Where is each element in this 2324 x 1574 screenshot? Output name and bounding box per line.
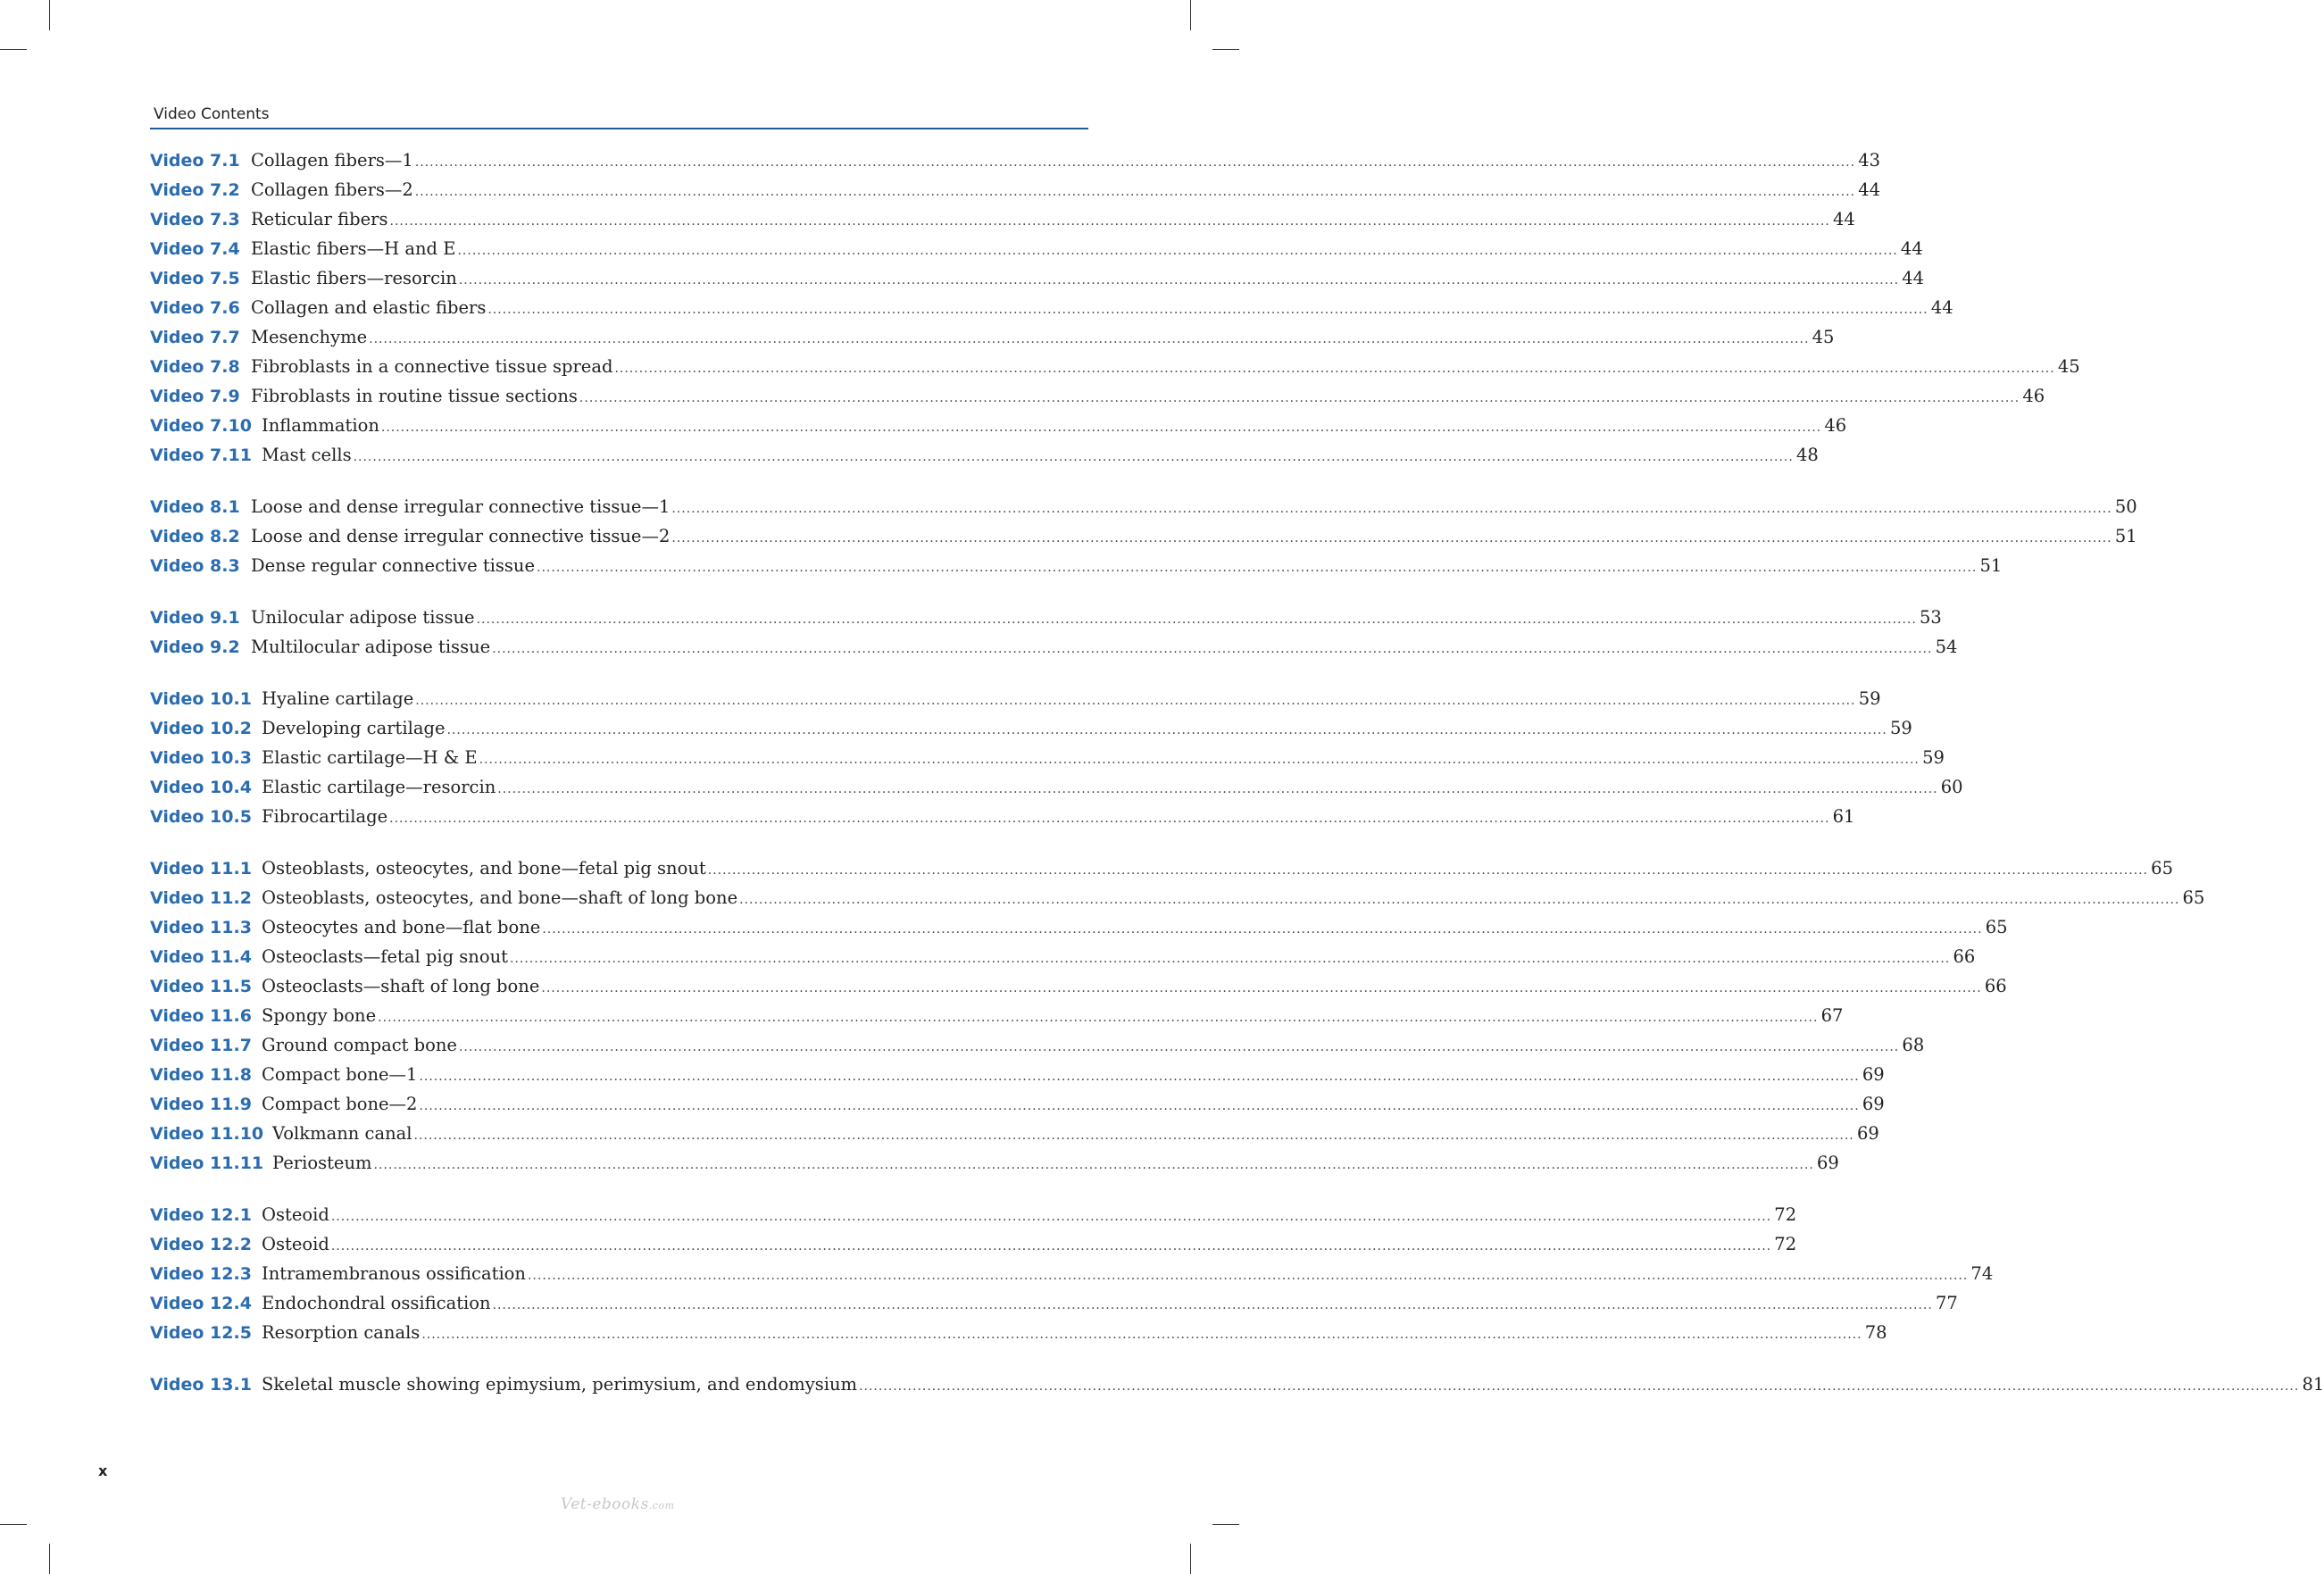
page-number: 66: [1984, 976, 2007, 996]
page-number: 44: [1902, 268, 1925, 288]
dot-leader: [859, 1379, 2299, 1394]
page-number: 60: [1940, 777, 1963, 797]
video-title: Loose and dense irregular connective tissue—1: [251, 496, 671, 517]
toc-group: [150, 607, 1958, 666]
video-title: Inflammation: [262, 415, 379, 436]
toc-entry[interactable]: [150, 688, 1881, 718]
toc-entry[interactable]: [150, 917, 2008, 946]
page-folio: x: [98, 1462, 108, 1479]
toc-entry[interactable]: [150, 268, 1925, 297]
video-title: Resorption canals: [262, 1322, 421, 1343]
crop-mark: [0, 1524, 27, 1525]
video-title: Collagen fibers—2: [251, 179, 413, 200]
dot-leader: [477, 612, 1917, 627]
toc-entry[interactable]: [150, 238, 1923, 268]
video-number[interactable]: Video 12.1: [150, 1205, 252, 1225]
dot-leader: [739, 893, 2179, 907]
crop-mark: [1212, 1524, 1239, 1525]
toc-group: [150, 858, 2205, 1182]
toc-entry[interactable]: [150, 445, 1819, 474]
video-title: Skeletal muscle showing epimysium, perimysium, and endomysium: [262, 1374, 858, 1395]
toc-entry[interactable]: [150, 1263, 1994, 1293]
video-number[interactable]: Video 7.8: [150, 357, 240, 377]
dot-leader: [671, 531, 2112, 545]
toc-entry[interactable]: [150, 179, 1881, 209]
page-number: 51: [2114, 526, 2137, 546]
dot-leader: [419, 1099, 1859, 1113]
video-title: Reticular fibers: [251, 209, 388, 229]
video-title: Compact bone—2: [262, 1094, 418, 1114]
toc-entry[interactable]: [150, 777, 1963, 806]
video-number[interactable]: Video 7.10: [150, 416, 252, 436]
dot-leader: [421, 1328, 1862, 1342]
dot-leader: [390, 214, 1830, 229]
page-number: 48: [1796, 445, 1819, 465]
dot-leader: [331, 1210, 1771, 1224]
dot-leader: [447, 723, 1887, 737]
toc-entry[interactable]: [150, 496, 2137, 526]
dot-leader: [671, 502, 2112, 516]
toc-entry[interactable]: [150, 747, 1945, 777]
video-number[interactable]: Video 8.1: [150, 497, 240, 517]
dot-leader: [457, 244, 1897, 258]
toc-entry[interactable]: [150, 607, 1942, 637]
page-number: 69: [1862, 1064, 1885, 1085]
toc-group: [150, 688, 1963, 836]
video-title: Dense regular connective tissue: [251, 555, 536, 576]
page-number: 44: [1900, 238, 1923, 259]
video-title: Osteoclasts—fetal pig snout: [262, 946, 508, 967]
video-title: Collagen and elastic fibers: [251, 297, 487, 318]
dot-leader: [369, 332, 1809, 346]
dot-leader: [510, 952, 1950, 966]
dot-leader: [331, 1239, 1771, 1253]
page-number: 43: [1858, 150, 1881, 171]
toc-entry[interactable]: [150, 415, 1847, 445]
toc-group: [150, 1204, 1994, 1352]
video-title: Hyaline cartilage: [262, 688, 414, 709]
toc-group: [150, 496, 2137, 585]
page-number: 65: [1985, 917, 2008, 937]
toc-entry[interactable]: [150, 1064, 1885, 1094]
video-number[interactable]: Video 7.2: [150, 180, 240, 200]
dot-leader: [414, 1128, 1854, 1143]
video-title: Osteoblasts, osteocytes, and bone—fetal pig snout: [262, 858, 706, 879]
toc-entry[interactable]: [150, 150, 1881, 179]
page-number: 59: [1889, 718, 1912, 738]
dot-leader: [415, 155, 1855, 170]
dot-leader: [708, 863, 2148, 878]
video-title: Periosteum: [272, 1153, 372, 1173]
video-number[interactable]: Video 10.4: [150, 778, 252, 797]
watermark-suffix: .com: [648, 1500, 675, 1512]
toc-entry[interactable]: [150, 1035, 1925, 1064]
video-number[interactable]: Video 7.6: [150, 298, 240, 318]
toc-entry[interactable]: [150, 209, 1855, 238]
toc-entry[interactable]: [150, 1234, 1797, 1263]
toc-entry[interactable]: [150, 297, 1953, 327]
video-number[interactable]: Video 9.1: [150, 608, 240, 628]
crop-mark: [49, 1544, 50, 1574]
toc-entry[interactable]: [150, 386, 2045, 415]
video-title: Fibroblasts in routine tissue sections: [251, 386, 578, 406]
video-number[interactable]: Video 7.4: [150, 239, 240, 259]
video-number[interactable]: Video 11.9: [150, 1095, 252, 1114]
video-title: Intramembranous ossification: [262, 1263, 526, 1284]
page-number: 68: [1902, 1035, 1925, 1055]
toc-entry[interactable]: [150, 555, 2003, 585]
toc-entry[interactable]: [150, 1005, 1844, 1035]
dot-leader: [374, 1158, 1814, 1172]
video-title: Osteoid: [262, 1234, 329, 1254]
dot-leader: [528, 1269, 1968, 1283]
toc-entry[interactable]: [150, 356, 2080, 386]
page-number: 51: [1979, 555, 2003, 576]
dot-leader: [459, 273, 1899, 287]
video-title: Osteoblasts, osteocytes, and bone—shaft of long bone: [262, 887, 738, 908]
video-contents-list: [150, 150, 2324, 1426]
page-number: 77: [1936, 1293, 1958, 1313]
video-number[interactable]: Video 12.5: [150, 1323, 252, 1343]
video-number[interactable]: Video 11.4: [150, 947, 252, 967]
toc-entry[interactable]: [150, 1374, 2324, 1403]
video-number[interactable]: Video 7.3: [150, 210, 240, 229]
video-number[interactable]: Video 11.8: [150, 1065, 252, 1085]
toc-entry[interactable]: [150, 718, 1912, 747]
video-number[interactable]: Video 11.10: [150, 1124, 264, 1144]
dot-leader: [493, 1298, 1933, 1312]
page-number: 61: [1832, 806, 1855, 827]
page-number: 69: [1856, 1123, 1879, 1144]
toc-entry[interactable]: [150, 1094, 1885, 1123]
page-number: 45: [2057, 356, 2080, 377]
video-title: Osteocytes and bone—flat bone: [262, 917, 541, 937]
page-number: 65: [2151, 858, 2173, 879]
video-number[interactable]: Video 11.7: [150, 1036, 252, 1055]
toc-entry[interactable]: [150, 526, 2137, 555]
video-number[interactable]: Video 12.3: [150, 1264, 252, 1284]
toc-entry[interactable]: [150, 637, 1958, 666]
page-number: 54: [1935, 637, 1958, 657]
dot-leader: [487, 303, 1928, 317]
video-number[interactable]: Video 10.3: [150, 748, 252, 768]
video-number[interactable]: Video 11.11: [150, 1153, 264, 1173]
crop-mark: [49, 0, 50, 30]
video-title: Compact bone—1: [262, 1064, 418, 1085]
toc-group: [150, 1374, 2324, 1403]
video-number[interactable]: Video 10.2: [150, 719, 252, 738]
page-number: 44: [1832, 209, 1855, 229]
video-title: Endochondral ossification: [262, 1293, 491, 1313]
video-number[interactable]: Video 10.5: [150, 807, 252, 827]
page-number: 44: [1858, 179, 1881, 200]
page-number: 81: [2302, 1374, 2324, 1395]
video-number[interactable]: Video 9.2: [150, 637, 240, 657]
page-number: 69: [1816, 1153, 1839, 1173]
toc-entry[interactable]: [150, 1204, 1797, 1234]
running-header-title: Video Contents: [154, 105, 270, 123]
crop-mark: [0, 49, 27, 50]
page-number: 67: [1820, 1005, 1844, 1026]
page-number: 59: [1922, 747, 1945, 768]
video-title: Osteoclasts—shaft of long bone: [262, 976, 540, 996]
toc-entry[interactable]: [150, 946, 1976, 976]
dot-leader: [415, 694, 1855, 708]
video-number[interactable]: Video 12.4: [150, 1294, 252, 1313]
video-title: Collagen fibers—1: [251, 150, 413, 171]
video-title: Elastic cartilage—resorcin: [262, 777, 496, 797]
dot-leader: [537, 561, 1977, 575]
toc-entry[interactable]: [150, 1293, 1958, 1322]
video-title: Elastic fibers—H and E: [251, 238, 456, 259]
dot-leader: [419, 1070, 1859, 1084]
video-number[interactable]: Video 11.3: [150, 918, 252, 937]
video-title: Volkmann canal: [272, 1123, 412, 1144]
video-title: Ground compact bone: [262, 1035, 457, 1055]
dot-leader: [492, 642, 1932, 656]
video-title: Elastic cartilage—H & E: [262, 747, 478, 768]
video-number[interactable]: Video 11.6: [150, 1006, 252, 1026]
page-number: 50: [2114, 496, 2137, 517]
dot-leader: [479, 753, 1920, 767]
video-title: Developing cartilage: [262, 718, 446, 738]
video-number[interactable]: Video 8.3: [150, 556, 240, 576]
page-number: 46: [1824, 415, 1847, 436]
toc-entry[interactable]: [150, 1153, 1839, 1182]
video-number[interactable]: Video 7.9: [150, 387, 240, 406]
dot-leader: [354, 450, 1794, 464]
video-number[interactable]: Video 7.11: [150, 446, 252, 465]
dot-leader: [378, 1011, 1818, 1025]
video-title: Unilocular adipose tissue: [251, 607, 475, 628]
video-number[interactable]: Video 10.1: [150, 689, 252, 709]
video-title: Mesenchyme: [251, 327, 368, 347]
video-number[interactable]: Video 7.7: [150, 328, 240, 347]
dot-leader: [542, 922, 1982, 937]
toc-entry[interactable]: [150, 976, 2007, 1005]
toc-entry[interactable]: [150, 858, 2173, 887]
running-header: [150, 105, 1088, 129]
dot-leader: [459, 1040, 1899, 1054]
video-number[interactable]: Video 7.1: [150, 151, 240, 171]
dot-leader: [541, 981, 1981, 995]
video-number[interactable]: Video 8.2: [150, 527, 240, 546]
page-number: 44: [1930, 297, 1953, 318]
page-number: 65: [2182, 887, 2205, 908]
dot-leader: [579, 391, 2020, 405]
dot-leader: [381, 421, 1821, 435]
video-title: Elastic fibers—resorcin: [251, 268, 457, 288]
toc-entry[interactable]: [150, 1123, 1879, 1153]
dot-leader: [497, 782, 1937, 796]
video-title: Multilocular adipose tissue: [251, 637, 491, 657]
video-title: Mast cells: [262, 445, 352, 465]
toc-entry[interactable]: [150, 806, 1855, 836]
page-number: 72: [1774, 1204, 1797, 1225]
video-number[interactable]: Video 11.1: [150, 859, 252, 879]
toc-entry[interactable]: [150, 887, 2205, 917]
video-title: Fibrocartilage: [262, 806, 388, 827]
watermark-text: Vet-ebooks: [561, 1495, 649, 1513]
watermark: [561, 1495, 675, 1513]
video-number[interactable]: Video 13.1: [150, 1375, 252, 1395]
video-title: Spongy bone: [262, 1005, 377, 1026]
toc-entry[interactable]: [150, 1322, 1887, 1352]
toc-entry[interactable]: [150, 327, 1835, 356]
video-number[interactable]: Video 7.5: [150, 269, 240, 288]
page-number: 72: [1774, 1234, 1797, 1254]
video-number[interactable]: Video 11.2: [150, 888, 252, 908]
video-number[interactable]: Video 11.5: [150, 977, 252, 996]
dot-leader: [389, 812, 1829, 826]
dot-leader: [415, 185, 1855, 199]
video-number[interactable]: Video 12.2: [150, 1235, 252, 1254]
page-number: 45: [1812, 327, 1835, 347]
crop-mark: [1212, 49, 1239, 50]
page-number: 46: [2022, 386, 2045, 406]
page-number: 69: [1862, 1094, 1885, 1114]
dot-leader: [614, 362, 2054, 376]
page-number: 74: [1970, 1263, 1994, 1284]
video-title: Osteoid: [262, 1204, 329, 1225]
video-title: Fibroblasts in a connective tissue spread: [251, 356, 613, 377]
toc-group: [150, 150, 2080, 474]
video-title: Loose and dense irregular connective tissue—2: [251, 526, 671, 546]
page-number: 53: [1920, 607, 1942, 628]
crop-mark: [1190, 0, 1191, 30]
page-number: 78: [1864, 1322, 1887, 1343]
page-number: 66: [1953, 946, 1976, 967]
crop-mark: [1190, 1544, 1191, 1574]
page-number: 59: [1858, 688, 1881, 709]
